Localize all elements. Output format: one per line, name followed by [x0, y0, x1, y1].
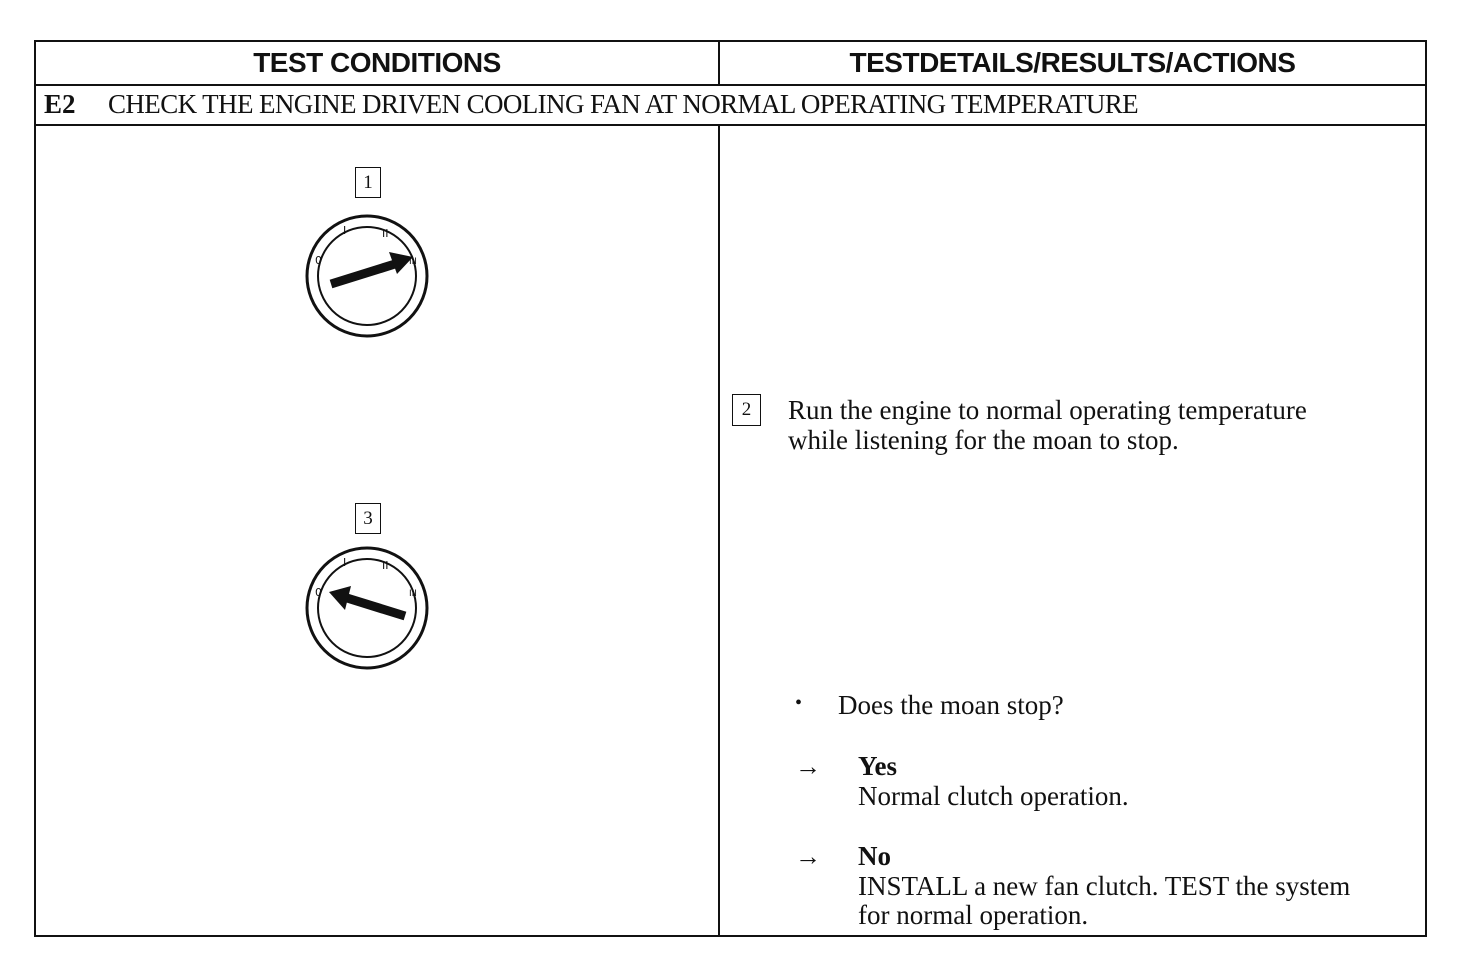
figure-1-number: 1 [355, 167, 381, 198]
switch-label-2: II [382, 559, 389, 572]
step-2-number: 2 [732, 394, 761, 426]
column-divider [718, 126, 720, 935]
step-2-line-2: while listening for the moan to stop. [788, 425, 1179, 455]
figure-3-number: 3 [355, 503, 381, 534]
switch-label-0: 0 [315, 254, 322, 267]
step-title: CHECK THE ENGINE DRIVEN COOLING FAN AT NORMAL OPERATING TEMPERATURE [108, 89, 1139, 119]
header-divider [718, 42, 720, 84]
ignition-switch-off-icon [305, 548, 431, 670]
test-procedure-table [34, 40, 1427, 937]
step-code: E2 [44, 89, 76, 119]
switch-label-1: I [343, 556, 347, 569]
header-test-conditions: TEST CONDITIONS [253, 47, 501, 78]
step-row [36, 84, 1425, 126]
switch-label-2: II [382, 227, 389, 240]
question-bullet: • [795, 692, 803, 714]
no-text-line-1: INSTALL a new fan clutch. TEST the system [858, 871, 1351, 901]
table-header [36, 42, 1425, 86]
step-2-line-1: Run the engine to normal operating temperature [788, 395, 1307, 425]
switch-label-0: 0 [315, 586, 322, 599]
no-text-line-2: for normal operation. [858, 900, 1089, 930]
no-arrow-icon: → [795, 842, 821, 871]
header-test-details: TESTDETAILS/RESULTS/ACTIONS [849, 47, 1296, 78]
no-label: No [858, 841, 891, 871]
yes-text: Normal clutch operation. [858, 781, 1129, 811]
switch-label-1: I [343, 224, 347, 237]
yes-label: Yes [858, 751, 897, 781]
ignition-switch-on-icon [305, 214, 431, 336]
question-text: Does the moan stop? [838, 690, 1064, 720]
yes-arrow-icon: → [795, 752, 821, 781]
switch-label-3: III [409, 257, 417, 267]
switch-label-3: III [409, 589, 417, 599]
